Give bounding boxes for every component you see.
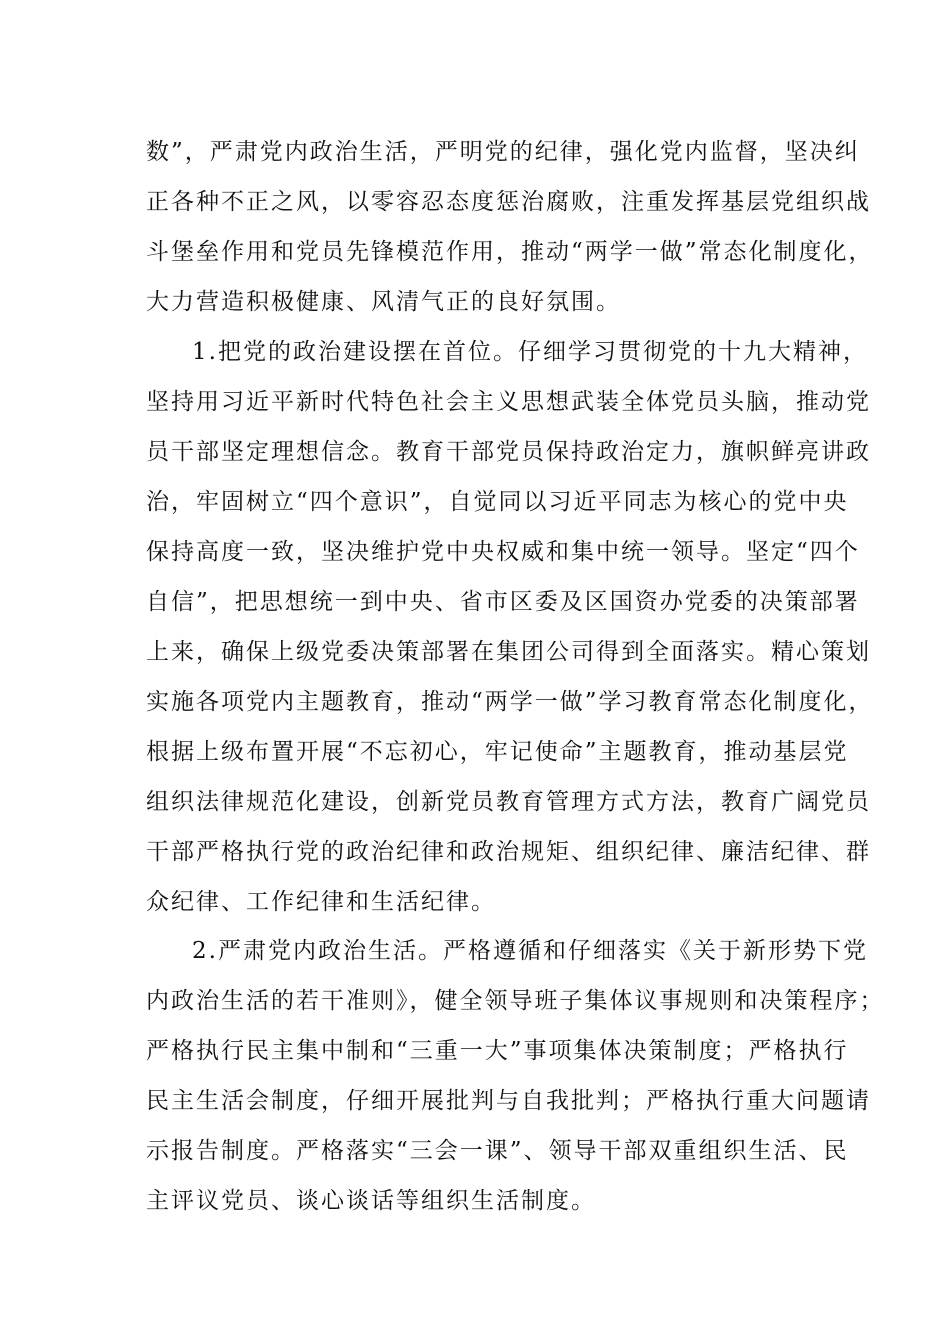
text-line: 实施各项党内主题教育，推动“两学一做”学习教育常态化制度化， (146, 689, 874, 715)
text-line: 组织法律规范化建设，创新党员教育管理方式方法，教育广阔党员 (146, 789, 871, 815)
text-line: 内政治生活的若干准则》，健全领导班子集体议事规则和决策程序； (146, 988, 885, 1014)
text-line: 治，牢固树立“四个意识”，自觉同以习近平同志为核心的党中央 (146, 489, 849, 515)
paragraph-continuation (146, 127, 874, 327)
text-line: 示报告制度。严格落实“三会一课”、领导干部双重组织生活、民 (146, 1138, 849, 1164)
text-line: 严格执行民主集中制和“三重一大”事项集体决策制度；严格执行 (146, 1038, 849, 1064)
text-line: 1.把党的政治建设摆在首位。仔细学习贯彻党的十九大精神， (192, 339, 868, 365)
text-line: 众纪律、工作纪律和生活纪律。 (146, 889, 496, 915)
text-line: 上来，确保上级党委决策部署在集团公司得到全面落实。精心策划 (146, 639, 871, 665)
text-line: 根据上级布置开展“不忘初心，牢记使命”主题教育，推动基层党 (146, 739, 849, 765)
text-line: 保持高度一致，坚决维护党中央权威和集中统一领导。坚定“四个 (146, 539, 860, 565)
text-line: 自信”，把思想统一到中央、省市区委及区国资办党委的决策部署 (146, 589, 860, 615)
text-line: 2.严肃党内政治生活。严格遵循和仔细落实《关于新形势下党 (192, 938, 868, 964)
paragraph-political-life (146, 926, 885, 1226)
text-line: 主评议党员、谈心谈话等组织生活制度。 (146, 1188, 596, 1214)
text-line: 正各种不正之风，以零容忍态度惩治腐败，注重发挥基层党组织战 (146, 189, 871, 215)
text-line: 数”，严肃党内政治生活，严明党的纪律，强化党内监督，坚决纠 (146, 139, 860, 165)
text-line: 民主生活会制度，仔细开展批判与自我批判；严格执行重大问题请 (146, 1088, 871, 1114)
text-line: 坚持用习近平新时代特色社会主义思想武装全体党员头脑，推动党 (146, 389, 871, 415)
paragraph-political-building (146, 327, 874, 927)
text-line: 干部严格执行党的政治纪律和政治规矩、组织纪律、廉洁纪律、群 (146, 839, 871, 865)
text-line: 大力营造积极健康、风清气正的良好氛围。 (146, 289, 621, 315)
text-line: 员干部坚定理想信念。教育干部党员保持政治定力，旗帜鲜亮讲政 (146, 439, 871, 465)
text-line: 斗堡垒作用和党员先锋模范作用，推动“两学一做”常态化制度化， (146, 239, 874, 265)
